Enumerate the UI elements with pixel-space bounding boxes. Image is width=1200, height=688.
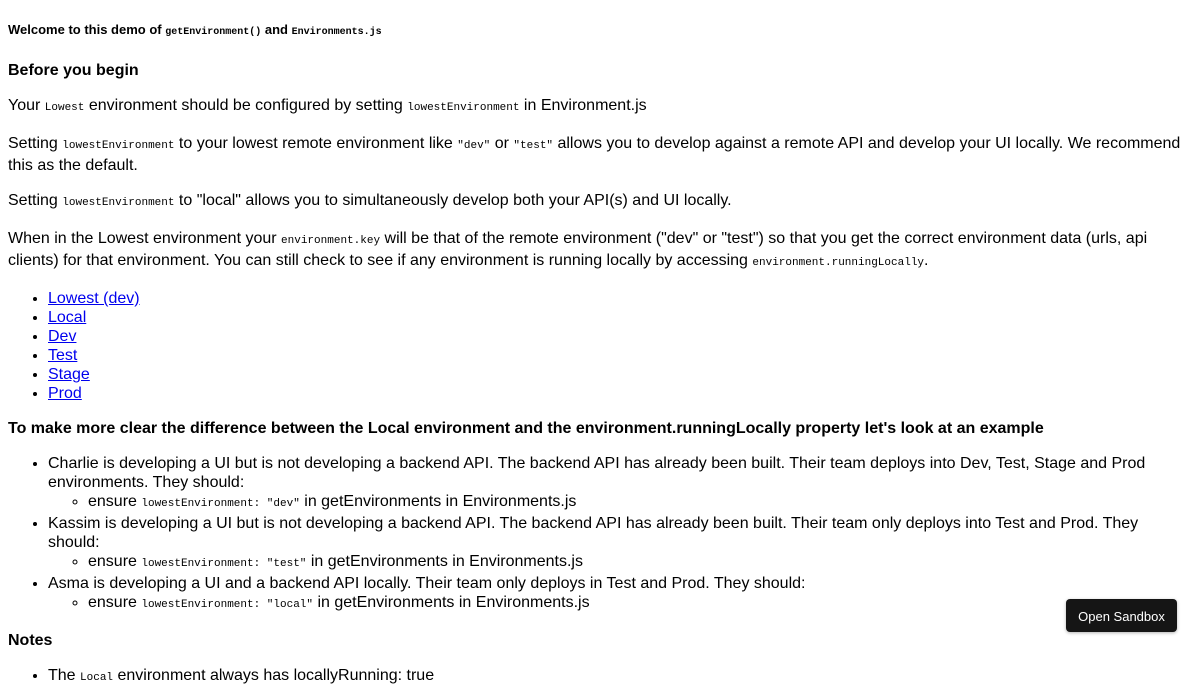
list-item (48, 384, 1192, 403)
sub-list (48, 492, 1192, 514)
text: environment should be configured by setting (84, 97, 408, 114)
list-item (48, 308, 1192, 327)
text: ensure (88, 553, 142, 570)
list-item (48, 666, 1192, 688)
text: Setting (8, 135, 63, 152)
text: to "local" allows you to simultaneously develop both your API(s) and UI locally. (174, 192, 732, 209)
text: The (48, 667, 81, 684)
title-prefix: Welcome to this demo of (8, 22, 166, 37)
code-lowest: Lowest (44, 102, 85, 114)
text: When in the Lowest environment your (8, 230, 282, 247)
notes-list (8, 666, 1192, 688)
code-lowest-environment: lowestEnvironment (407, 102, 520, 114)
before-paragraph-3 (8, 191, 1192, 213)
link-test[interactable]: Test (48, 347, 78, 364)
code-lowest-environment: lowestEnvironment (62, 140, 175, 152)
sub-list-item (88, 492, 1192, 514)
text: allows you to develop against a remote API and develop your UI locally. We recommend this as the default. (8, 135, 1181, 174)
item-text: Kassim is developing a UI but is not developing a backend API. The backend API has already been built. Their team only deploys into Test and Prod. They should: (48, 515, 1139, 551)
link-local[interactable]: Local (48, 309, 87, 326)
code-local: Local (80, 672, 114, 684)
notes-heading: Notes (8, 632, 53, 649)
before-paragraph-1 (8, 96, 1192, 118)
text: in getEnvironments in Environments.js (306, 553, 583, 570)
example-list (8, 454, 1192, 615)
title-code-environments: Environments.js (291, 27, 382, 38)
list-item (48, 289, 1192, 308)
text: Setting (8, 192, 63, 209)
text: . (924, 252, 929, 269)
list-item (48, 346, 1192, 365)
sub-list (48, 552, 1192, 574)
page-title (8, 21, 1192, 41)
code-lowest-test: lowestEnvironment: "test" (141, 558, 307, 570)
sub-list (48, 593, 1192, 615)
before-paragraph-4 (8, 229, 1192, 273)
code-lowest-dev: lowestEnvironment: "dev" (141, 498, 300, 510)
link-prod[interactable]: Prod (48, 385, 82, 402)
text: ensure (88, 493, 142, 510)
text: to your lowest remote environment like (174, 135, 458, 152)
list-item-charlie (48, 454, 1192, 514)
sub-list-item (88, 552, 1192, 574)
sub-list-item (88, 593, 1192, 615)
item-text: Asma is developing a UI and a backend API locally. Their team only deploys in Test and Prod. They should: (48, 575, 806, 592)
list-item-kassim (48, 514, 1192, 574)
code-dev: "dev" (457, 140, 491, 152)
example-heading: To make more clear the difference between the Local environment and the environment.runningLocally property let's look at an example (8, 420, 1044, 437)
page-content (0, 21, 1200, 688)
list-item (48, 365, 1192, 384)
link-lowest-dev[interactable]: Lowest (dev) (48, 290, 140, 307)
text: environment always has locallyRunning: true (113, 667, 435, 684)
list-item-asma (48, 574, 1192, 615)
text: in getEnvironments in Environments.js (299, 493, 577, 510)
before-paragraph-2 (8, 134, 1192, 175)
list-item (48, 327, 1192, 346)
text: ensure (88, 594, 142, 611)
title-code-getenvironment: getEnvironment() (165, 27, 262, 38)
code-environment-key: environment.key (281, 235, 381, 247)
text: in getEnvironments in Environments.js (313, 594, 590, 611)
open-sandbox-button[interactable]: Open Sandbox (1066, 599, 1177, 632)
text: will be that of the remote environment ("dev" or "test") so that you get the correct environment data (urls, api clients) for that environment. You can still check to see if any environment is running locally by accessing (8, 230, 1148, 269)
text: in Environment.js (519, 97, 647, 114)
link-dev[interactable]: Dev (48, 328, 77, 345)
text: Your (8, 97, 45, 114)
code-running-locally: environment.runningLocally (752, 257, 925, 269)
code-lowest-local: lowestEnvironment: "local" (141, 599, 314, 611)
text: or (490, 135, 514, 152)
title-middle: and (261, 22, 292, 37)
link-stage[interactable]: Stage (48, 366, 90, 383)
before-heading: Before you begin (8, 62, 139, 79)
environment-link-list (8, 289, 1192, 403)
code-lowest-environment: lowestEnvironment (62, 197, 175, 209)
item-text: Charlie is developing a UI but is not developing a backend API. The backend API has already been built. Their team deploys into Dev, Test, Stage and Prod environments. They should: (48, 455, 1146, 491)
code-test: "test" (513, 140, 554, 152)
